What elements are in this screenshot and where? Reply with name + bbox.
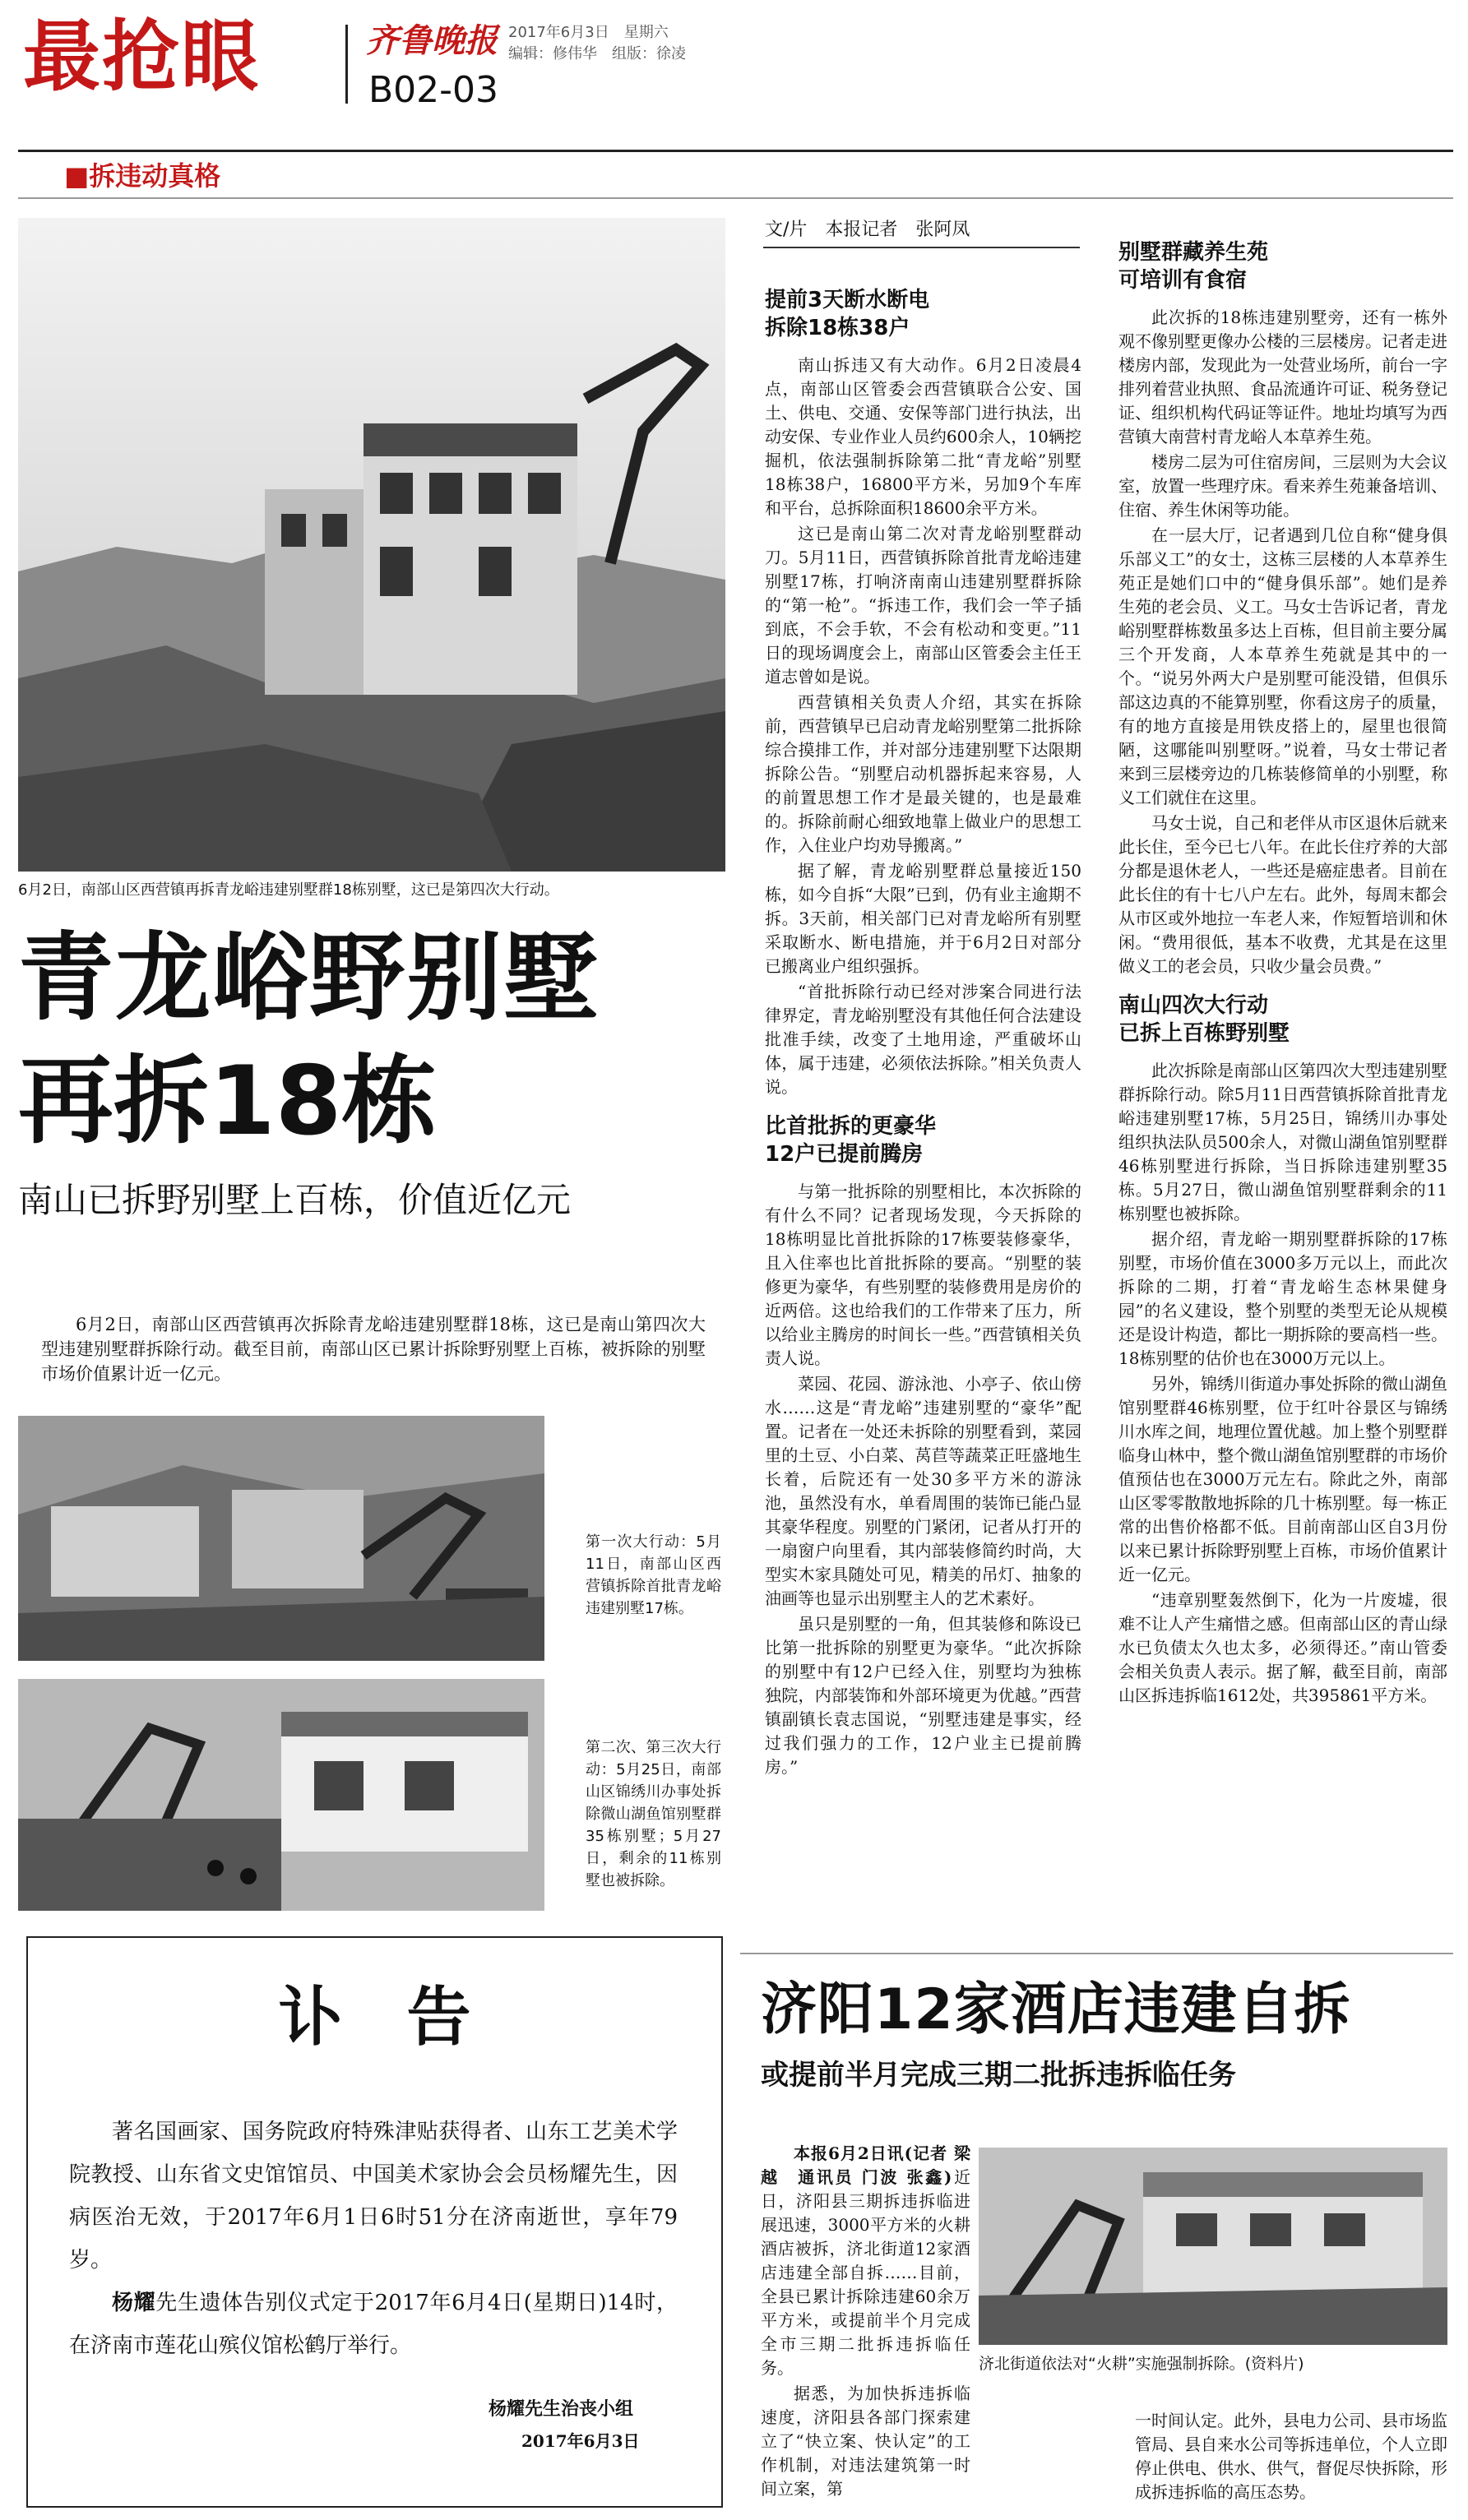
second-byline: 本报6月2日讯(记者 梁越 通讯员 门波 张鑫) <box>761 2143 970 2187</box>
second-body-right <box>1135 2409 1447 2506</box>
col2-body-a <box>765 354 1081 1099</box>
col2-block <box>765 286 1081 1781</box>
col3-p4: 马女士说，自己和老伴从市区退休后就来此长住，至今已七八年。在此长住疗养的大部分都是退休老人，一些还是癌症患者。目前在此长住的有十七八户左右。此外，每周末都会从市区或外地拉一车老人来，作短暂培训和休闲。“费用很低，基本不收费，尤其是在这里做义工的老会员，只收少量会员费。” <box>1118 813 1447 976</box>
col3-p3: 在一层大厅，记者遇到几位自称“健身俱乐部义工”的女士，这栋三层楼的人本草养生苑正是她们口中的“健身俱乐部”。她们是养生苑的老会员、义工。马女士告诉记者，青龙峪别墅群栋数虽多达上百栋，但目前主要分属三个开发商，人本草养生苑就是其中的一个。“说另外两大户是别墅可能没错，但俱乐部这边真的不能算别墅，你看这房子的质量，有的地方直接是用铁皮搭上的，屋里也很简陋，这哪能叫别墅呀。”说着，马女士带记者来到三层楼旁边的几栋装修简单的小别墅，称义工们就住在这里。 <box>1118 525 1447 807</box>
obituary-p1: 著名国画家、国务院政府特殊津贴获得者、山东工艺美术学院教授、山东省文史馆馆员、中国美术家协会会员杨耀先生，因病医治无效，于2017年6月1日6时51分在济南逝世，享年79岁。 <box>69 2120 678 2273</box>
editor-line: 编辑：修伟华 组版：徐凌 <box>508 45 686 62</box>
col3-p5: 此次拆除是南部山区第四次大型违建别墅群拆除行动。除5月11日西营镇拆除首批青龙峪违建别墅17栋，5月25日，锦绣川办事处组织执法队员500余人，对微山湖鱼馆别墅群46栋别墅进行拆除，当日拆除违建别墅35栋。5月27日，微山湖鱼馆别墅群剩余的11栋别墅也被拆除。 <box>1118 1061 1447 1223</box>
col2-head1-l2: 拆除18栋38户 <box>765 316 910 340</box>
col3-p1: 此次拆的18栋违建别墅旁，还有一栋外观不像别墅更像办公楼的三层楼房。记者走进楼房内部，发现此为一处营业场所，前台一字排列着营业执照、食品流通许可证、税务登记证、组织机构代码证等证件。地址均填写为西营镇大南营村青龙峪人本草养生苑。 <box>1118 307 1447 446</box>
col2-head1-l1: 提前3天断水断电 <box>765 288 930 312</box>
tag-rule-bottom <box>18 197 1453 199</box>
second-body-left <box>761 2142 970 2503</box>
headline-line-1: 青龙峪野别墅 <box>18 922 600 1033</box>
paper-name: 齐鲁晚报 <box>366 21 498 60</box>
section-title: 最抢眼 <box>23 12 261 102</box>
col2-p8: 虽只是别墅的一角，但其装修和陈设已比第一批拆除的别墅更为豪华。“此次拆除的别墅中有12户已经入住，别墅均为独栋独院，内部装饰和外部环境更为优越。”西营镇副镇长袁志国说，“别墅违建是事实，经过我们强力的工作，12户业主已提前腾房。” <box>765 1614 1081 1777</box>
byline: 文/片 本报记者 张阿凤 <box>765 220 970 240</box>
col2-head2-l1: 比首批拆的更豪华 <box>765 1114 937 1139</box>
obituary-sign: 杨耀先生治丧小组 <box>489 2398 634 2420</box>
second-byline-para <box>761 2142 970 2380</box>
byline-rule <box>763 247 1080 248</box>
headline-line-2: 再拆18栋 <box>18 1046 438 1157</box>
photo2-caption: 第一次大行动：5月11日，南部山区西营镇拆除首批青龙峪违建别墅17栋。 <box>586 1533 721 1617</box>
col3-p7: 另外，锦绣川街道办事处拆除的微山湖鱼馆别墅群46栋别墅，位于红叶谷景区与锦绣川水库之间，地理位置优越。加上整个别墅群临身山林中，整个微山湖鱼馆别墅群的市场价值预估也在3000万元左右。除此之外，南部山区零零散散地拆除的几十栋别墅。每一栋正常的出售价格都不低。目前南部山区自3月份以来已累计拆除野别墅上百栋，市场价值累计近一亿元。 <box>1118 1374 1447 1584</box>
col3-body-b <box>1118 1059 1447 1708</box>
col3-p8: “违章别墅轰然倒下，化为一片废墟，很难不让人产生痛惜之感。但南部山区的青山绿水已负债太久也太多，必须得还。”南山管委会相关负责人表示。据了解，截至目前，南部山区拆违拆临1612处，共395861平方米。 <box>1118 1590 1447 1705</box>
second-headline: 济阳12家酒店违建自拆 <box>761 1977 1351 2042</box>
photo-second-third-action <box>18 1679 544 1911</box>
obituary-name: 杨耀 <box>112 2291 156 2315</box>
col2-p6: 与第一批拆除的别墅相比，本次拆除的有什么不同？记者现场发现，今天拆除的18栋明显比首批拆除的17栋要装修豪华，且入住率也比首批拆除的要高。“别墅的装修更为豪华，有些别墅的装修费用是房价的近两倍。这也给我们的工作带来了压力，所以给业主腾房的时间长一些。”西营镇相关负责人说。 <box>765 1181 1081 1368</box>
second-p2: 据悉，为加快拆违拆临速度，济阳县各部门探索建立了“快立案、快认定”的工作机制，对违法建筑第一时间立案，第 <box>761 2384 970 2499</box>
obituary-title: 讣 告 <box>278 1980 471 2055</box>
col2-p4: 据了解，青龙峪别墅群总量接近150栋，如今自拆“大限”已到，仍有业主逾期不拆。3天前，相关部门已对青龙峪所有别墅采取断水、断电措施，并于6月2日对部分已搬离业户组织强拆。 <box>765 861 1081 976</box>
lead-summary <box>41 1312 706 1388</box>
lead-summary-text: 6月2日，南部山区西营镇再次拆除青龙峪违建别墅群18栋，这已是南山第四次大型违建别墅群拆除行动。截至目前，南部山区已累计拆除野别墅上百栋，被拆除的别墅市场价值累计近一亿元。 <box>41 1315 706 1384</box>
col2-p1: 南山拆违又有大动作。6月2日凌晨4点，南部山区管委会西营镇联合公安、国土、供电、交通、安保等部门进行执法，出动安保、专业作业人员约600余人，10辆挖掘机，依法强制拆除第二批“青龙峪”别墅18栋38户，16800平方米，另加9个车库和平台，总拆除面积18600余平方米。 <box>765 355 1081 518</box>
lead-photo-demolition <box>18 218 725 872</box>
photo-first-action <box>18 1416 544 1661</box>
second-p3: 一时间认定。此外，县电力公司、县市场监管局、县自来水公司等拆违单位，个人立即停止供电、供水、供气，督促尽快拆除，形成拆违拆临的高压态势。 <box>1135 2411 1447 2502</box>
col3-p2: 楼房二层为可住宿房间，三层则为大会议室，放置一些理疗床。看来养生苑兼备培训、住宿、养生休闲等功能。 <box>1118 452 1447 520</box>
col2-head2-l2: 12户已提前腾房 <box>765 1142 924 1167</box>
col2-p3: 西营镇相关负责人介绍，其实在拆除前，西营镇早已启动青龙峪别墅第二批拆除综合摸排工作，并对部分违建别墅下达限期拆除公告。“别墅启动机器拆起来容易，人的前置思想工作才是最关键的，也是最难的。拆除前耐心细致地靠上做业户的思想工作，入住业户均劝导搬离。” <box>765 692 1081 855</box>
col2-body-b <box>765 1180 1081 1779</box>
second-story-rule <box>740 1953 1453 1954</box>
column-tag: ■拆违动真格 <box>64 160 221 192</box>
photo3-caption: 第二次、第三次大行动：5月25日，南部山区锦绣川办事处拆除微山湖鱼馆别墅群35栋别墅；5月27日，剩余的11栋别墅也被拆除。 <box>586 1739 721 1889</box>
headline-subhead: 南山已拆野别墅上百栋，价值近亿元 <box>18 1180 572 1220</box>
col3-block <box>1118 238 1447 1709</box>
masthead-divider <box>345 25 348 104</box>
obituary-date: 2017年6月3日 <box>521 2431 640 2451</box>
lead-photo-caption: 6月2日，南部山区西营镇再拆青龙峪违建别墅群18栋别墅，这已是第四次大行动。 <box>18 881 559 899</box>
col3-head2-l2: 已拆上百栋野别墅 <box>1118 1021 1290 1046</box>
col3-head1-l2: 可培训有食宿 <box>1118 268 1248 293</box>
obituary-p2: 先生遗体告别仪式定于2017年6月4日(星期日)14时，在济南市莲花山殡仪馆松鹤厅举行。 <box>69 2291 678 2358</box>
second-subhead: 或提前半月完成三期二批拆违拆临任务 <box>761 2059 1236 2092</box>
col3-head2-l1: 南山四次大行动 <box>1118 993 1269 1018</box>
col3-p6: 据介绍，青龙峪一期别墅群拆除的17栋别墅，市场价值在3000多万元以上，而此次拆除的二期，打着“青龙峪生态林果健身园”的名义建设，整个别墅的类型无论从规模还是设计构造，都比一期拆除的要高档一些。18栋别墅的估价也在3000万元以上。 <box>1118 1229 1447 1368</box>
col3-body-a <box>1118 306 1447 978</box>
col2-p7: 菜园、花园、游泳池、小亭子、依山傍水……这是“青龙峪”违建别墅的“豪华”配置。记者在一处还未拆除的别墅看到，菜园里的土豆、小白菜、莴苣等蔬菜正旺盛地生长着，后院还有一处30多平方米的游泳池，虽然没有水，单看周围的装饰已能凸显其豪华程度。别墅的门紧闭，记者从打开的一扇窗户向里看，其内部装修简约时尚，大型实木家具随处可见，精美的吊灯、抽象的油画等也显示出别墅主人的艺术素好。 <box>765 1374 1081 1608</box>
obituary-p2-wrap <box>69 2282 678 2367</box>
col2-p2: 这已是南山第二次对青龙峪别墅群动刀。5月11日，西营镇拆除首批青龙峪违建别墅17栋，打响济南南山违建别墅群拆除的“第一枪”。“拆违工作，我们会一竿子插到底，不会手软，不会有松动和变更。”11日的现场调度会上，南部山区管委会主任王道志曾如是说。 <box>765 524 1081 687</box>
obituary-box <box>26 1936 723 2508</box>
col2-p5: “首批拆除行动已经对涉案合同进行法律界定，青龙峪别墅没有其他任何合法建设批准手续，改变了土地用途，严重破坏山体，属于违建，必须依法拆除。”相关负责人说。 <box>765 982 1081 1097</box>
tag-rule-top <box>18 150 1453 152</box>
page-number: B02-03 <box>368 69 499 111</box>
col3-head1-l1: 别墅群藏养生苑 <box>1118 240 1269 265</box>
second-photo-demolition <box>979 2148 1447 2345</box>
date-line: 2017年6月3日 星期六 <box>508 24 669 41</box>
obituary-body <box>69 2111 678 2367</box>
second-photo-caption: 济北街道依法对“火耕”实施强制拆除。(资料片) <box>979 2355 1304 2373</box>
second-p1: 近日，济阳县三期拆违拆临进展迅速，3000平方米的火耕酒店被拆，济北街道12家酒店违建全部自拆……目前，全县已累计拆除违建60余万平方米，或提前半个月完成全市三期二批拆违拆临任务。 <box>761 2167 971 2378</box>
